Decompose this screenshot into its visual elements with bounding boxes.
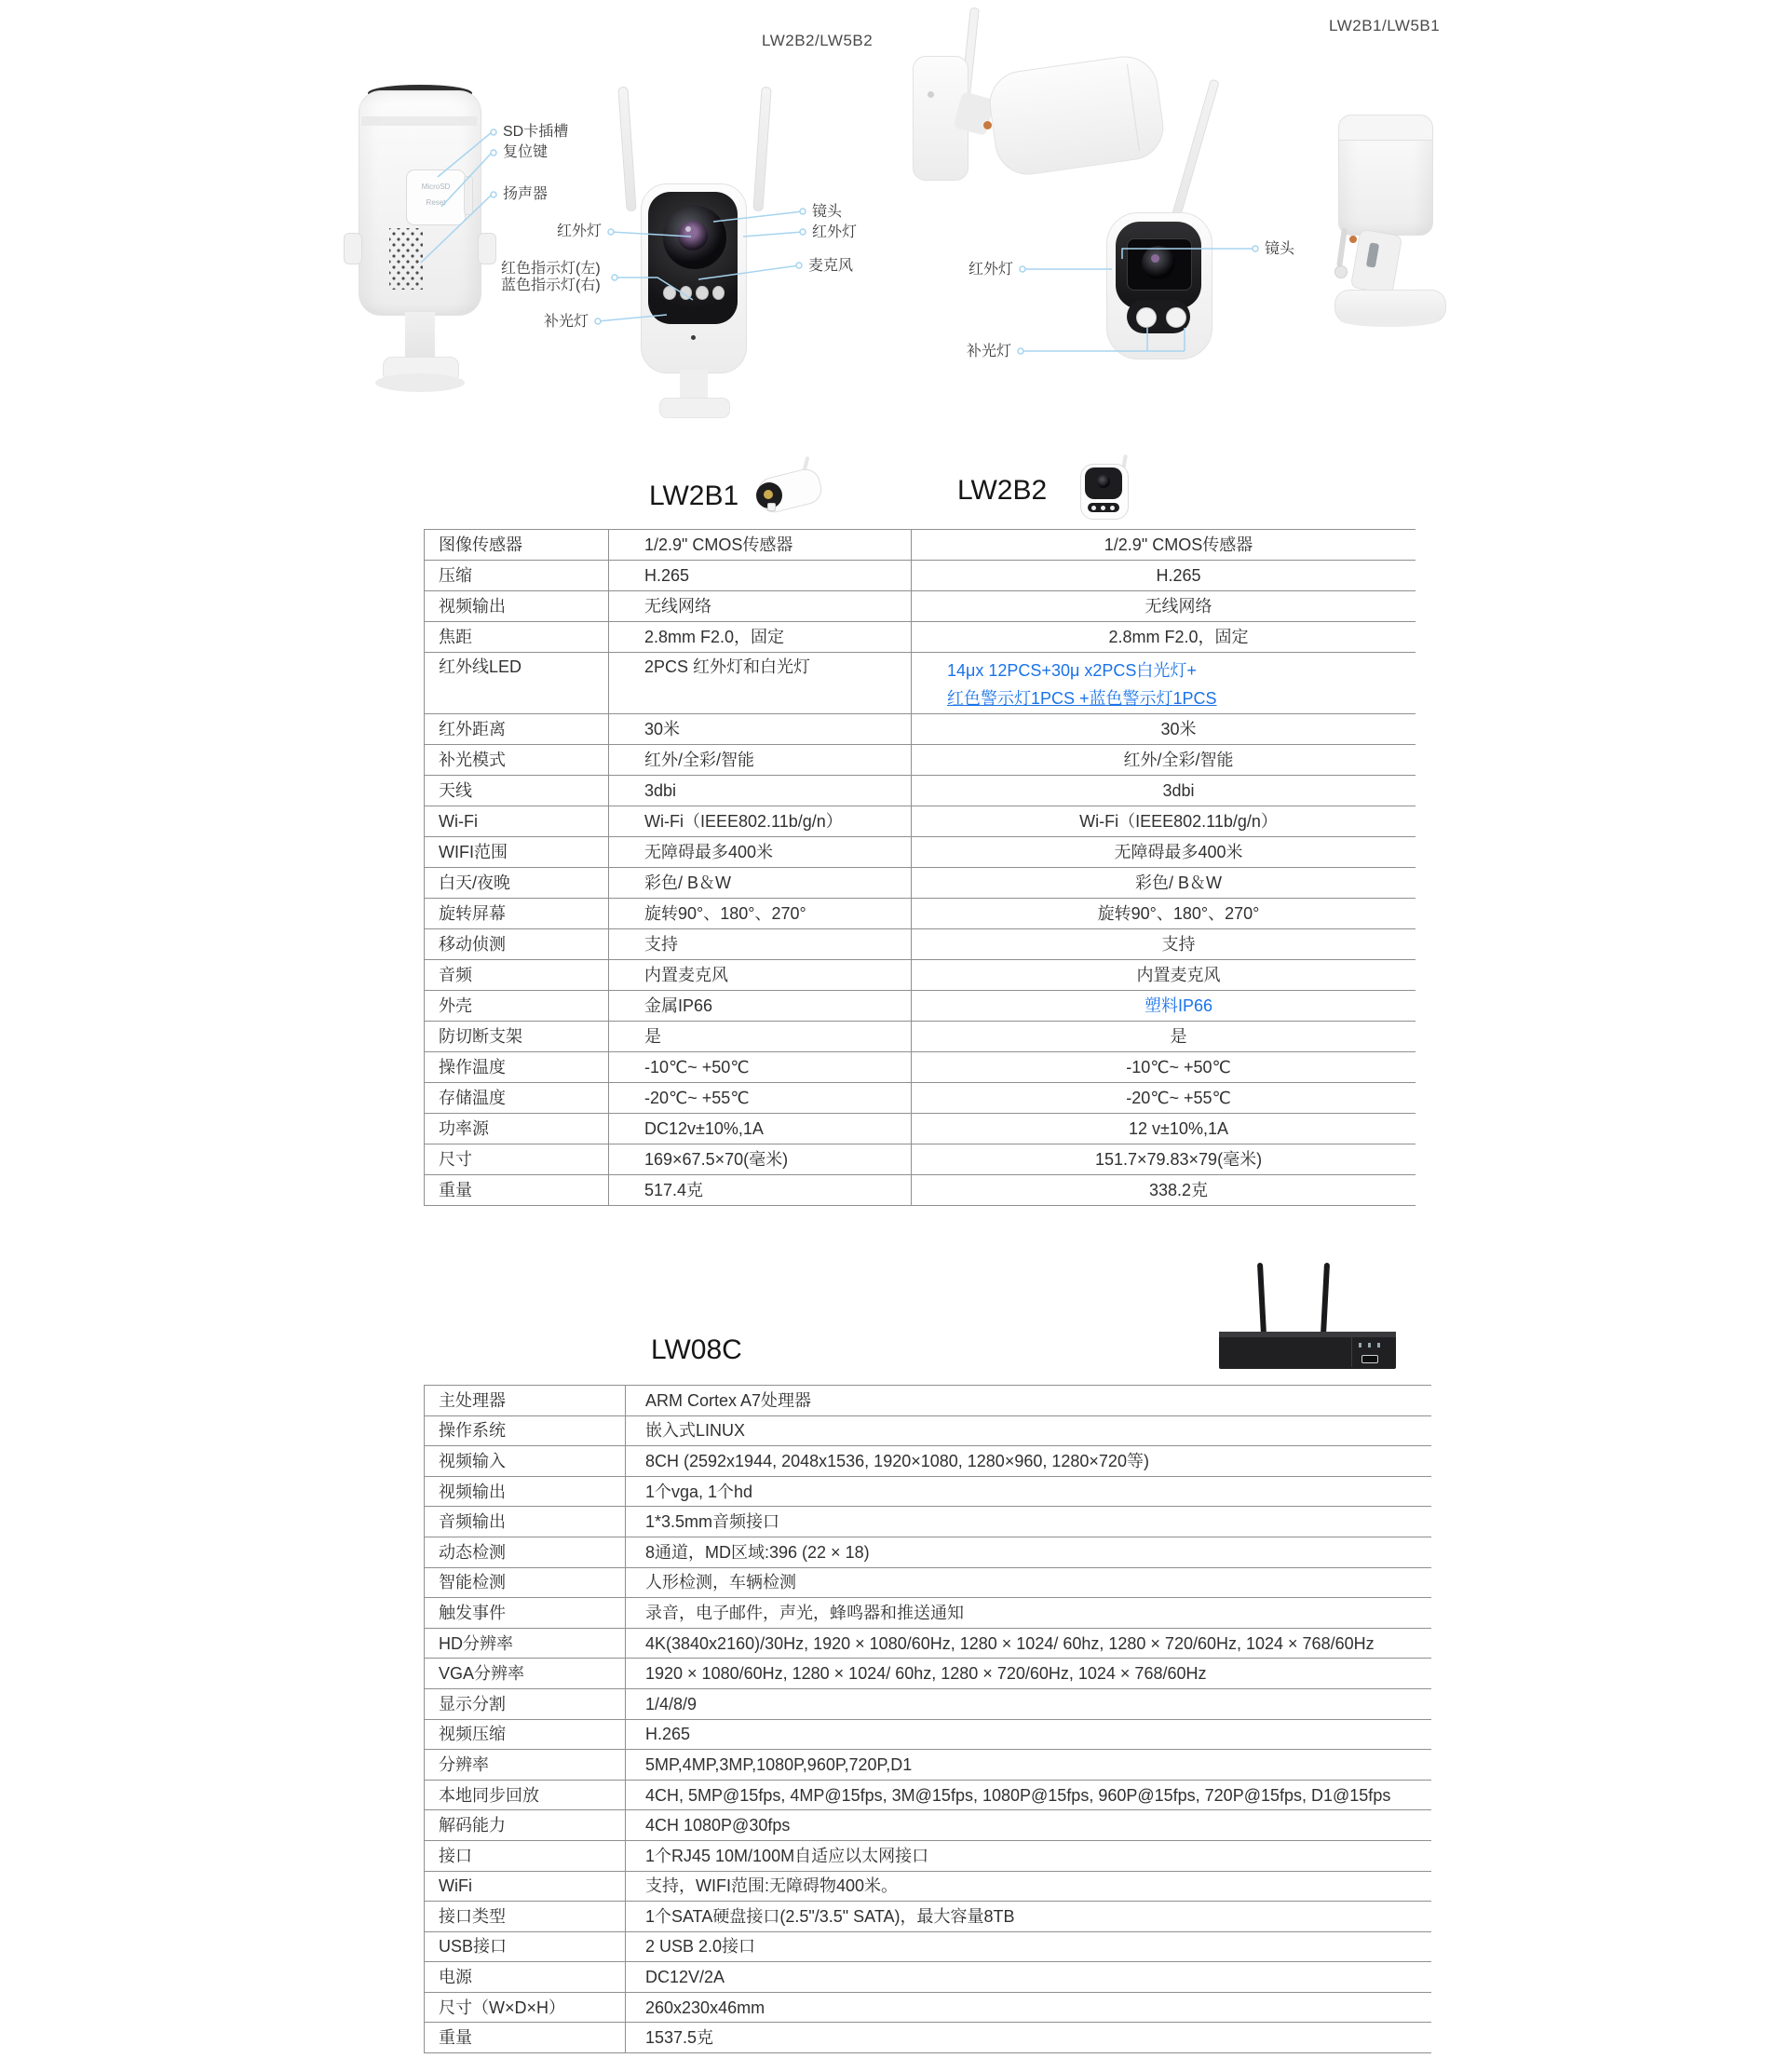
- spec-value-lw2b1: 支持: [608, 929, 911, 959]
- callout-ir-b: 红外灯: [968, 262, 1014, 278]
- lens-inner: [678, 221, 708, 251]
- mic-hole: [691, 335, 696, 340]
- hinge-knob-right: [478, 233, 496, 264]
- spec-label: 补光模式: [424, 745, 608, 775]
- spec-value-line: 2.8mm F2.0，固定: [1108, 628, 1249, 646]
- led-dot: [680, 286, 693, 300]
- spec-row: [424, 1992, 1431, 2023]
- mount-hole: [928, 91, 934, 98]
- spec-value-lw2b1: 旋转90°、180°、270°: [608, 899, 911, 928]
- spec-value-lw2b1: 1/2.9" CMOS传感器: [608, 530, 911, 560]
- spec-row: [424, 621, 1416, 652]
- spec-label: 旋转屏幕: [424, 899, 608, 928]
- hinge-knob-left: [344, 233, 362, 264]
- spec-row: [424, 744, 1416, 775]
- spec-value-lw2b1: 红外/全彩/智能: [608, 745, 911, 775]
- thumb-led: [1101, 506, 1105, 510]
- model-tag-left: LW2B2/LW5B2: [762, 32, 874, 49]
- nvr-panel-divider: [1351, 1337, 1352, 1367]
- spec-row: [424, 529, 1416, 560]
- spec-value: 1*3.5mm音频接口: [625, 1507, 1431, 1537]
- spec-value-line: 红外/全彩/智能: [1123, 751, 1234, 769]
- nvr-box: [1219, 1332, 1396, 1369]
- spec-value: 录音，电子邮件，声光，蜂鸣器和推送通知: [625, 1598, 1431, 1628]
- spec-value: 1个vga, 1个hd: [625, 1477, 1431, 1507]
- spec-row: [424, 836, 1416, 867]
- spec-label: 音频: [424, 960, 608, 990]
- callout-ir-left: 红外灯: [557, 223, 603, 239]
- spec-value-line: 30米: [1160, 720, 1197, 738]
- spec-value-line: Wi-Fi（IEEE802.11b/g/n）: [1079, 812, 1278, 831]
- fill-led: [1136, 307, 1157, 328]
- connector-rod: [1336, 228, 1348, 267]
- lens-glint: [1151, 254, 1159, 263]
- spec-row: [424, 898, 1416, 928]
- spec-value-line: 12 v±10%,1A: [1129, 1119, 1228, 1138]
- spec-value-line: 无线网络: [1145, 597, 1212, 616]
- callout-speaker: 扬声器: [503, 186, 549, 202]
- spec-value-line: -10℃~ +50℃: [1126, 1058, 1231, 1077]
- lens-glint: [685, 226, 691, 232]
- spec-label: 压缩: [424, 561, 608, 590]
- spec-value-lw2b2: [911, 868, 1416, 898]
- lens: [1142, 246, 1175, 279]
- spec-value-lw2b2: [911, 653, 1416, 713]
- callout-blue-indicator: 蓝色指示灯(右): [501, 278, 601, 293]
- spec-value: 1920 × 1080/60Hz, 1280 × 1024/ 60hz, 1280 × 720/60Hz, 1024 × 768/60Hz: [625, 1659, 1431, 1688]
- spec-value: H.265: [625, 1720, 1431, 1750]
- spec-value: 4CH, 5MP@15fps, 4MP@15fps, 3M@15fps, 1080P@15fps, 960P@15fps, 720P@15fps, D1@15fps: [625, 1781, 1431, 1810]
- spec-value-lw2b1: 彩色/ B＆W: [608, 868, 911, 898]
- led-dot: [696, 286, 709, 300]
- spec-row: [424, 775, 1416, 806]
- spec-row: [424, 1144, 1416, 1174]
- product-title-lw2b2: LW2B2: [957, 475, 1048, 506]
- spec-value-lw2b1: Wi-Fi（IEEE802.11b/g/n）: [608, 806, 911, 836]
- spec-value-lw2b2: [911, 622, 1416, 652]
- spec-label: 天线: [424, 776, 608, 806]
- thumb-lens: [764, 490, 773, 499]
- standing-camera-illustration: [1327, 107, 1453, 335]
- spec-value-lw2b1: 3dbi: [608, 776, 911, 806]
- spec-value-lw2b2: [911, 1114, 1416, 1144]
- callout-lens-a: 镜头: [812, 204, 843, 220]
- spec-value-lw2b1: 2.8mm F2.0，固定: [608, 622, 911, 652]
- spec-value-lw2b2: [911, 960, 1416, 990]
- spec-value-line: H.265: [1156, 566, 1201, 585]
- spec-value: 8CH (2592x1944, 2048x1536, 1920×1080, 1280×960, 1280×720等): [625, 1446, 1431, 1476]
- spec-value-lw2b1: 是: [608, 1022, 911, 1051]
- spec-value-lw2b1: -20℃~ +55℃: [608, 1083, 911, 1113]
- spec-value-line: 红色警示灯1PCS +蓝色警示灯1PCS: [947, 689, 1217, 708]
- spec-label: USB接口: [424, 1932, 625, 1962]
- microsd-label: MicroSD: [421, 183, 451, 191]
- spec-row: [424, 1809, 1431, 1840]
- spec-row: [424, 1931, 1431, 1962]
- spec-label: 红外距离: [424, 714, 608, 744]
- spec-label: 主处理器: [424, 1386, 625, 1415]
- spec-row: [424, 2022, 1431, 2052]
- spec-value-line: 塑料IP66: [1144, 996, 1213, 1015]
- spec-row: [424, 806, 1416, 836]
- spec-row: [424, 1415, 1431, 1446]
- lw2b2-thumbnail: [1060, 451, 1153, 527]
- thumb-led-strip: [1088, 503, 1119, 512]
- spec-value-lw2b1: 169×67.5×70(毫米): [608, 1144, 911, 1174]
- spec-value-lw2b2: [911, 806, 1416, 836]
- spec-label: HD分辨率: [424, 1629, 625, 1659]
- thumb-led: [1110, 506, 1115, 510]
- spec-value-lw2b1: -10℃~ +50℃: [608, 1052, 911, 1082]
- spec-row: [424, 590, 1416, 621]
- spec-label: 接口类型: [424, 1902, 625, 1931]
- led-row: [663, 286, 725, 299]
- nvr-table-rows: [424, 1385, 1431, 2052]
- spec-value-line: 1/2.9" CMOS传感器: [1104, 535, 1253, 554]
- nvr-illustration: [1215, 1257, 1402, 1374]
- antenna-left: [617, 87, 636, 211]
- back-camera-illustration: [338, 79, 506, 396]
- spec-label: 移动侦测: [424, 929, 608, 959]
- spec-label: 显示分割: [424, 1689, 625, 1719]
- spec-row: [424, 1840, 1431, 1871]
- nvr-indicator: [1359, 1343, 1361, 1347]
- spec-value-lw2b2: [911, 745, 1416, 775]
- nvr-top-face: [1219, 1332, 1396, 1337]
- spec-row: [424, 1113, 1416, 1144]
- camera-body: [1338, 115, 1433, 236]
- led-dot: [663, 286, 676, 300]
- stand-base-disc: [375, 373, 465, 392]
- spec-value-line: 3dbi: [1162, 781, 1195, 800]
- callout-ir-right: 红外灯: [812, 224, 858, 240]
- spec-value-lw2b2: [911, 899, 1416, 928]
- spec-value-lw2b2: [911, 714, 1416, 744]
- spec-row: [424, 1537, 1431, 1567]
- spec-value-lw2b2: [911, 1083, 1416, 1113]
- spec-value-lw2b2: [911, 530, 1416, 560]
- callout-mic: 麦克风: [808, 258, 854, 274]
- body-cap: [1339, 115, 1432, 141]
- spec-label: 红外线LED: [424, 653, 608, 713]
- nvr-indicator: [1368, 1343, 1371, 1347]
- spec-label: 视频输出: [424, 1477, 625, 1507]
- spec-value-line: 内置麦克风: [1136, 966, 1221, 984]
- spec-label: VGA分辨率: [424, 1659, 625, 1688]
- thumb-led: [1091, 506, 1096, 510]
- spec-row: [424, 1688, 1431, 1719]
- spec-row: [424, 1174, 1416, 1205]
- camera-band: [361, 116, 477, 126]
- spec-value-lw2b2: [911, 991, 1416, 1021]
- front-camera-illustration: [605, 79, 810, 386]
- spec-value: 人形检测，车辆检测: [625, 1568, 1431, 1598]
- callout-fill-left: 补光灯: [544, 314, 589, 330]
- spec-label: 智能检测: [424, 1568, 625, 1598]
- sd-reset-panel: [406, 169, 466, 225]
- nvr-indicator: [1377, 1343, 1380, 1347]
- reset-label: Reset: [426, 198, 446, 207]
- antenna-right: [752, 87, 771, 211]
- speaker-grill: [389, 228, 423, 290]
- callout-fill-b: 补光灯: [967, 344, 1012, 359]
- spec-value: 4CH 1080P@30fps: [625, 1810, 1431, 1840]
- spec-value-lw2b1: 无线网络: [608, 591, 911, 621]
- spec-value-line: -20℃~ +55℃: [1126, 1089, 1231, 1107]
- spec-label: 尺寸（W×D×H）: [424, 1993, 625, 2023]
- copper-screw: [983, 121, 992, 129]
- stand-neck: [405, 312, 435, 362]
- spec-row: [424, 1780, 1431, 1810]
- spec-label: 功率源: [424, 1114, 608, 1144]
- thumb-lens: [1097, 475, 1110, 488]
- callout-lens-b: 镜头: [1265, 241, 1295, 257]
- comparison-table-rows: [424, 529, 1416, 1205]
- spec-value: 2 USB 2.0接口: [625, 1932, 1431, 1962]
- spec-row: [424, 1961, 1431, 1992]
- spec-label: 视频输入: [424, 1446, 625, 1476]
- spec-value-lw2b1: H.265: [608, 561, 911, 590]
- panel-door-tab: [464, 176, 473, 215]
- spec-value-line: 14μx 12PCS+30μ x2PCS白光灯+: [947, 661, 1197, 680]
- spec-value: 260x230x46mm: [625, 1993, 1431, 2023]
- spec-row: [424, 1749, 1431, 1780]
- spec-label: 接口: [424, 1841, 625, 1871]
- spec-value-lw2b1: 金属IP66: [608, 991, 911, 1021]
- base-disc: [1340, 314, 1439, 327]
- spec-value: 5MP,4MP,3MP,1080P,960P,720P,D1: [625, 1750, 1431, 1780]
- spec-label: 操作系统: [424, 1416, 625, 1446]
- spec-value-lw2b1: 30米: [608, 714, 911, 744]
- nvr-antenna-left: [1257, 1263, 1266, 1335]
- thumb-led: [767, 503, 776, 511]
- nvr-antenna-right: [1321, 1263, 1330, 1335]
- nvr-usb-port: [1361, 1355, 1378, 1363]
- callout-lines: [0, 0, 1788, 428]
- spec-row: [424, 1051, 1416, 1082]
- spec-value-lw2b2: [911, 929, 1416, 959]
- spec-value: DC12V/2A: [625, 1962, 1431, 1992]
- spec-label: 白天/夜晚: [424, 868, 608, 898]
- spec-label: 音频输出: [424, 1507, 625, 1537]
- spec-value: ARM Cortex A7处理器: [625, 1386, 1431, 1415]
- spec-value-lw2b2: [911, 1144, 1416, 1174]
- spec-label: 触发事件: [424, 1598, 625, 1628]
- spec-value-lw2b2: [911, 561, 1416, 590]
- spec-label: 尺寸: [424, 1144, 608, 1174]
- spec-value-line: 是: [1170, 1027, 1187, 1046]
- spec-label: 防切断支架: [424, 1022, 608, 1051]
- spec-value: 支持，WIFI范围:无障碍物400米。: [625, 1872, 1431, 1902]
- spec-value-line: 338.2克: [1148, 1181, 1209, 1199]
- spec-row: [424, 867, 1416, 898]
- nvr-table: [424, 1385, 1431, 2053]
- spec-row: [424, 990, 1416, 1021]
- spec-row: [424, 1719, 1431, 1750]
- spec-value: 8通道，MD区域:396 (22 × 18): [625, 1537, 1431, 1567]
- callout-red-indicator: 红色指示灯(左): [501, 261, 601, 277]
- comparison-table: [424, 529, 1416, 1206]
- spec-row: [424, 1506, 1431, 1537]
- spec-label: 外壳: [424, 991, 608, 1021]
- spec-label: 视频输出: [424, 591, 608, 621]
- antenna: [1172, 79, 1220, 218]
- spec-value-line: 无障碍最多400米: [1114, 843, 1243, 861]
- spec-value: 1个SATA硬盘接口(2.5"/3.5" SATA)，最大容量8TB: [625, 1902, 1431, 1931]
- spec-row: [424, 1021, 1416, 1051]
- spec-row: [424, 1445, 1431, 1476]
- nvr-title: LW08C: [651, 1334, 742, 1365]
- spec-row: [424, 1597, 1431, 1628]
- spec-label: 视频压缩: [424, 1720, 625, 1750]
- stand-foot: [659, 398, 730, 418]
- copper-screw: [1349, 236, 1357, 243]
- spec-value-lw2b2: [911, 837, 1416, 867]
- spec-row: [424, 1658, 1431, 1688]
- spec-value-line: 支持: [1161, 935, 1196, 954]
- spec-row: [424, 959, 1416, 990]
- spec-row: [424, 560, 1416, 590]
- spec-value-lw2b1: 内置麦克风: [608, 960, 911, 990]
- connector-ball: [1334, 265, 1348, 278]
- spec-label: 本地同步回放: [424, 1781, 625, 1810]
- spec-label: 焦距: [424, 622, 608, 652]
- spec-value: 1个RJ45 10M/100M自适应以太网接口: [625, 1841, 1431, 1871]
- spec-label: 分辨率: [424, 1750, 625, 1780]
- spec-row: [424, 652, 1416, 713]
- spec-label: 电源: [424, 1962, 625, 1992]
- spec-label: WiFi: [424, 1872, 625, 1902]
- spec-value-line: 151.7×79.83×79(毫米): [1094, 1150, 1263, 1169]
- spec-value-lw2b2: [911, 591, 1416, 621]
- led-dot: [712, 286, 725, 300]
- spec-row: [424, 1476, 1431, 1507]
- product-title-lw2b1: LW2B1: [649, 481, 739, 511]
- spec-value-line: 彩色/ B＆W: [1135, 873, 1222, 892]
- spec-value-lw2b2: [911, 1052, 1416, 1082]
- spec-row: [424, 1871, 1431, 1902]
- callout-reset-key: 复位键: [503, 144, 549, 160]
- spec-value-line: 旋转90°、180°、270°: [1097, 904, 1260, 923]
- spec-row: [424, 1567, 1431, 1598]
- spec-row: [424, 1628, 1431, 1659]
- spec-row: [424, 928, 1416, 959]
- spec-value-lw2b1: 517.4克: [608, 1175, 911, 1205]
- spec-label: 存储温度: [424, 1083, 608, 1113]
- spec-row: [424, 1385, 1431, 1415]
- fill-led: [1166, 307, 1186, 328]
- callout-sd-slot: SD卡插槽: [503, 124, 569, 140]
- spec-value-lw2b2: [911, 1175, 1416, 1205]
- spec-value: 1/4/8/9: [625, 1689, 1431, 1719]
- spec-label: 解码能力: [424, 1810, 625, 1840]
- spec-row: [424, 713, 1416, 744]
- spec-row: [424, 1082, 1416, 1113]
- spec-label: 操作温度: [424, 1052, 608, 1082]
- spec-value-lw2b2: [911, 1022, 1416, 1051]
- spec-label: 重量: [424, 1175, 608, 1205]
- led-strip: [1127, 300, 1190, 333]
- spec-value-lw2b1: DC12v±10%,1A: [608, 1114, 911, 1144]
- lw2b1-thumbnail: [745, 454, 838, 523]
- hinge-arm: [1350, 228, 1402, 294]
- spec-label: 图像传感器: [424, 530, 608, 560]
- spec-value-lw2b1: 2PCS 红外灯和白光灯: [608, 653, 911, 713]
- spec-label: WIFI范围: [424, 837, 608, 867]
- model-tag-right: LW2B1/LW5B1: [1329, 17, 1441, 34]
- spec-value: 嵌入式LINUX: [625, 1416, 1431, 1446]
- spec-label: 重量: [424, 2023, 625, 2052]
- spec-row: [424, 1901, 1431, 1931]
- spec-value: 4K(3840x2160)/30Hz, 1920 × 1080/60Hz, 1280 × 1024/ 60hz, 1280 × 720/60Hz, 1024 × 768/60Hz: [625, 1629, 1431, 1659]
- spec-value: 1537.5克: [625, 2023, 1431, 2052]
- spec-value-lw2b1: 无障碍最多400米: [608, 837, 911, 867]
- spec-label: Wi-Fi: [424, 806, 608, 836]
- bullet-camera-illustration: [1099, 65, 1276, 372]
- spec-label: 动态检测: [424, 1537, 625, 1567]
- spec-value-lw2b2: [911, 776, 1416, 806]
